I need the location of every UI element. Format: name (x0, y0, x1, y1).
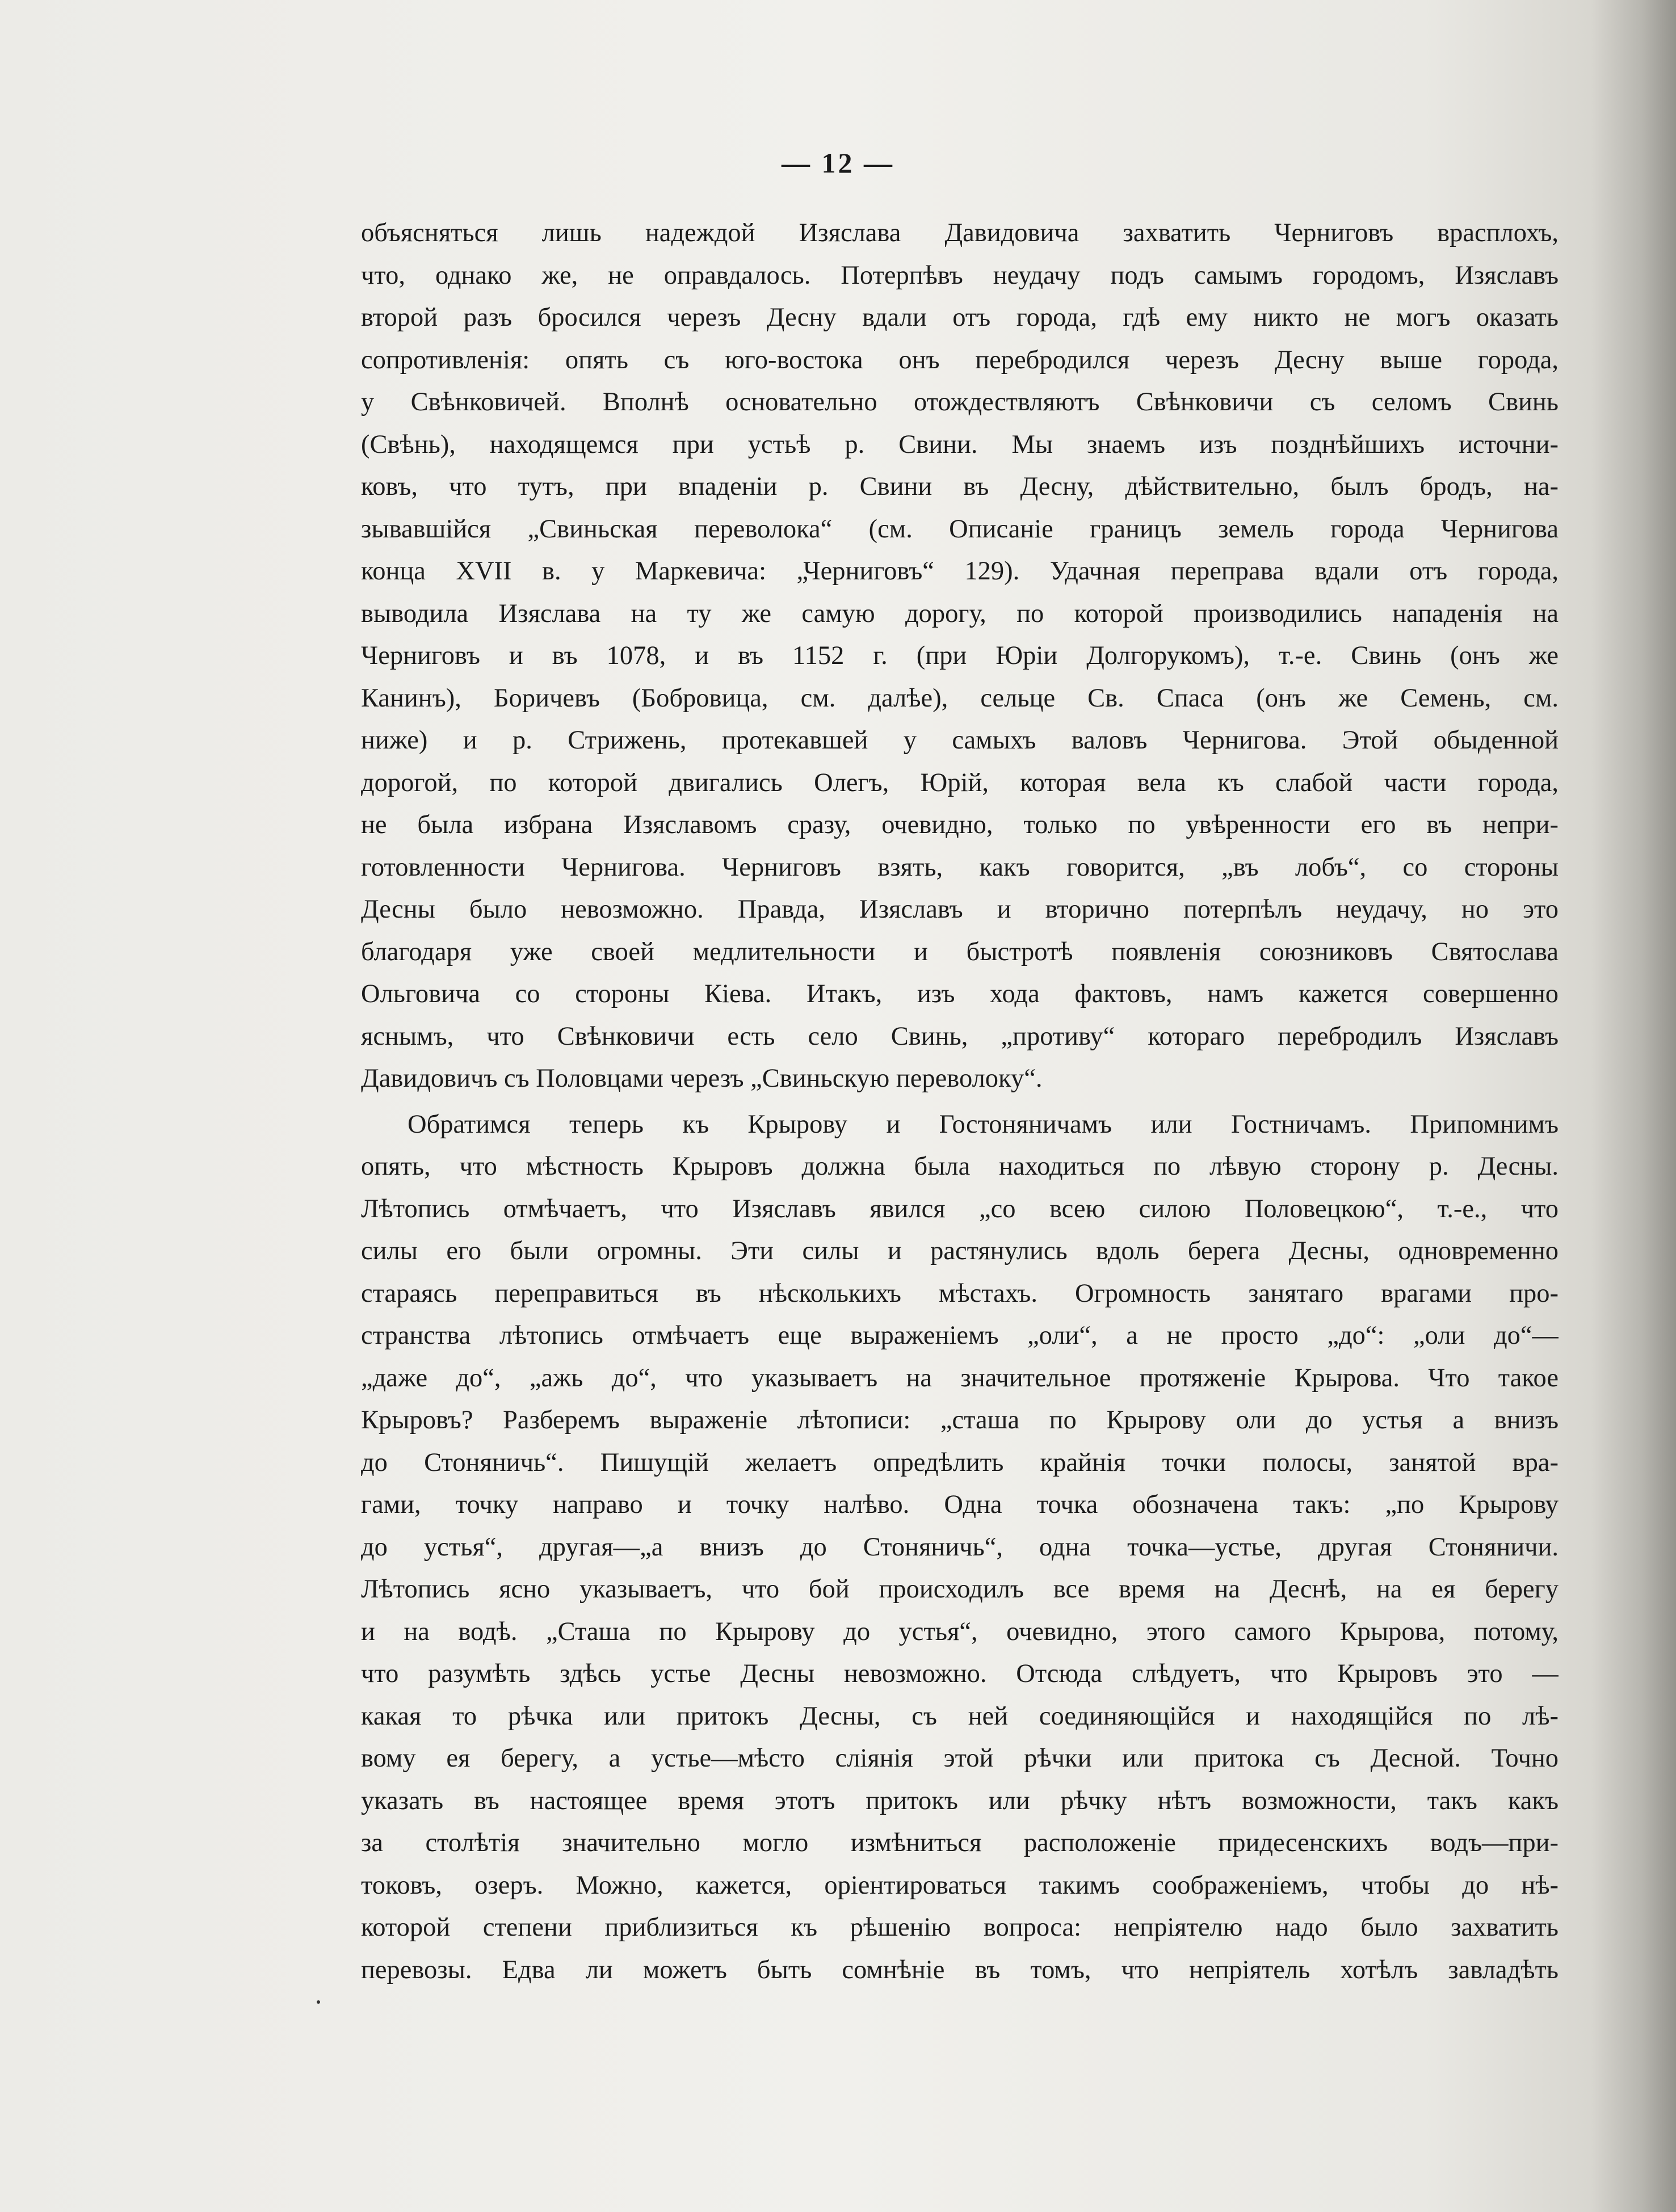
paragraph-2 (361, 1104, 1559, 1992)
text-line: странства лѣтопись отмѣчаетъ еще выраженіемъ „оли“, а не просто „до“: „оли до“— (361, 1321, 1559, 1350)
text-line: второй разъ бросился черезъ Десну вдали отъ города, гдѣ ему никто не могъ оказать (361, 303, 1559, 332)
text-line: какая то рѣчка или притокъ Десны, съ ней соединяющійся и находящійся по лѣ- (361, 1701, 1559, 1731)
text-line: сопротивленія: опять съ юго-востока онъ перебродился черезъ Десну выше города, (361, 345, 1559, 375)
binding-shadow (1591, 0, 1676, 2212)
text-line: что, однако же, не оправдалось. Потерпѣвъ неудачу подъ самымъ городомъ, Изяславъ (361, 260, 1559, 290)
paragraph-1 (361, 212, 1559, 1100)
text-line: Лѣтопись ясно указываетъ, что бой происходилъ все время на Деснѣ, на ея берегу (361, 1575, 1559, 1604)
text-line: токовъ, озеръ. Можно, кажется, оріентироваться такимъ соображеніемъ, чтобы до нѣ- (361, 1870, 1559, 1900)
text-line: Крыровъ? Разберемъ выраженіе лѣтописи: „сташа по Крырову оли до устья а внизъ (361, 1406, 1559, 1435)
text-line: готовленности Чернигова. Черниговъ взять, какъ говорится, „въ лобъ“, со стороны (361, 852, 1559, 882)
text-line: Десны было невозможно. Правда, Изяславъ и вторично потерпѣлъ неудачу, но это (361, 895, 1559, 924)
text-line: перевозы. Едва ли можетъ быть сомнѣніе въ томъ, что непріятель хотѣлъ завладѣть (361, 1955, 1559, 1984)
text-line: Лѣтопись отмѣчаетъ, что Изяславъ явился „со всею силою Половецкою“, т.-е., что (361, 1194, 1559, 1223)
text-line: стараясь переправиться въ нѣсколькихъ мѣстахъ. Огромность занятаго врагами про- (361, 1279, 1559, 1308)
text-line: за столѣтія значительно могло измѣниться расположеніе придесенскихъ водъ—при- (361, 1828, 1559, 1857)
text-line: Давидовичъ съ Половцами черезъ „Свиньскую переволоку“. (361, 1064, 1043, 1093)
text-line: указать въ настоящее время этотъ притокъ или рѣчку нѣтъ возможности, такъ какъ (361, 1786, 1559, 1815)
text-line: и на водѣ. „Сташа по Крырову до устья“, очевидно, этого самого Крырова, потому, (361, 1617, 1559, 1646)
text-line: до устья“, другая—„а внизъ до Стоняничь“, одна точка—устье, другая Стоняничи. (361, 1532, 1559, 1562)
text-line: дорогой, по которой двигались Олегъ, Юрій, которая вела къ слабой части города, (361, 768, 1559, 797)
text-line: „даже до“, „ажь до“, что указываетъ на значительное протяженіе Крырова. Что такое (361, 1363, 1559, 1393)
text-line: конца XVII в. у Маркевича: „Черниговъ“ 129). Удачная переправа вдали отъ города, (361, 557, 1559, 586)
text-line: яснымъ, что Свѣнковичи есть село Свинь, „противу“ котораго перебродилъ Изяславъ (361, 1021, 1559, 1051)
text-line: Черниговъ и въ 1078, и въ 1152 г. (при Юріи Долгорукомъ), т.-е. Свинь (онъ же (361, 641, 1559, 670)
text-line: ниже) и р. Стрижень, протекавшей у самыхъ валовъ Чернигова. Этой обыденной (361, 726, 1559, 755)
text-line: объясняться лишь надеждой Изяслава Давидовича захватить Черниговъ врасплохъ, (361, 218, 1559, 247)
text-line: Ольговича со стороны Кіева. Итакъ, изъ хода фактовъ, намъ кажется совершенно (361, 979, 1559, 1008)
body-text (361, 212, 1559, 1991)
text-line: опять, что мѣстность Крыровъ должна была находиться по лѣвую сторону р. Десны. (361, 1152, 1559, 1181)
text-line: у Свѣнковичей. Вполнѣ основательно отождествляютъ Свѣнковичи съ селомъ Свинь (361, 388, 1559, 417)
text-line: силы его были огромны. Эти силы и растянулись вдоль берега Десны, одновременно (361, 1237, 1559, 1265)
text-line: что разумѣть здѣсь устье Десны невозможно. Отсюда слѣдуетъ, что Крыровъ это — (361, 1659, 1559, 1688)
page-number: — 12 — (782, 147, 894, 179)
text-line: не была избрана Изяславомъ сразу, очевидно, только по увѣренности его въ непри- (361, 810, 1559, 839)
text-line: зывавшійся „Свиньская переволока“ (см. Описаніе границъ земель города Чернигова (361, 514, 1559, 544)
text-line: которой степени приблизиться къ рѣшенію вопроса: непріятелю надо было захватить (361, 1913, 1559, 1942)
text-line: благодаря уже своей медлительности и быстротѣ появленія союзниковъ Святослава (361, 937, 1559, 966)
text-line: вому ея берегу, а устье—мѣсто сліянія этой рѣчки или притока съ Десной. Точно (361, 1744, 1559, 1773)
text-line: гами, точку направо и точку налѣво. Одна точка обозначена такъ: „по Крырову (361, 1490, 1559, 1519)
text-line: ковъ, что тутъ, при впаденіи р. Свини въ Десну, дѣйствительно, былъ бродъ, на- (361, 472, 1559, 501)
scan-speck (317, 2000, 320, 2004)
text-line: (Свѣнь), находящемся при устьѣ р. Свини. Мы знаемъ изъ позднѣйшихъ источни- (361, 430, 1559, 459)
text-line: выводила Изяслава на ту же самую дорогу, по которой производились нападенія на (361, 599, 1559, 628)
text-line: Канинъ), Боричевъ (Бобровица, см. далѣе), сельце Св. Спаса (онъ же Семень, см. (361, 683, 1559, 713)
text-line: до Стоняничь“. Пишущій желаетъ опредѣлить крайнія точки полосы, занятой вра- (361, 1448, 1559, 1477)
text-line: Обратимся теперь къ Крырову и Гостоняничамъ или Гостничамъ. Припомнимъ (408, 1109, 1559, 1139)
